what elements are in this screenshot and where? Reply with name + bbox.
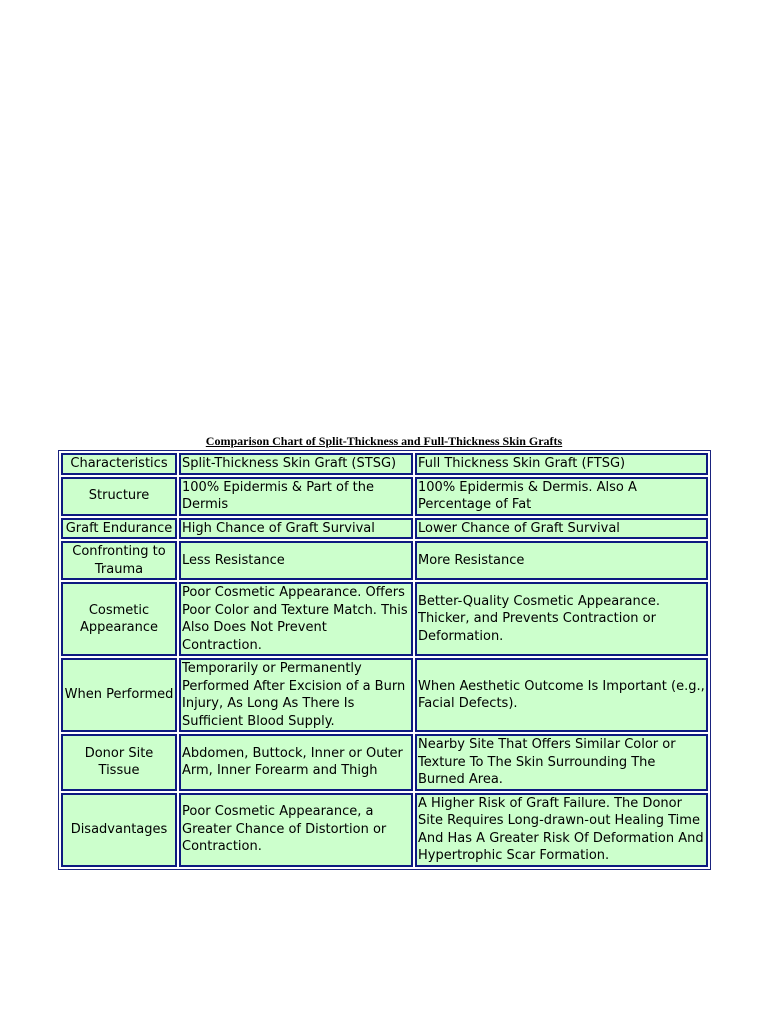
comparison-table-container [58,450,709,870]
stsg-cell: Poor Cosmetic Appearance. Offers Poor Color and Texture Match. This Also Does Not Prevent Contraction. [179,582,413,656]
row-label: Graft Endurance [61,518,177,540]
stsg-cell: 100% Epidermis & Part of the Dermis [179,477,413,516]
header-cell-characteristics: Characteristics [61,453,177,475]
table-row [61,518,708,540]
ftsg-cell: Nearby Site That Offers Similar Color or Texture To The Skin Surrounding The Burned Area. [415,734,708,791]
ftsg-cell: Lower Chance of Graft Survival [415,518,708,540]
row-label: Cosmetic Appearance [61,582,177,656]
header-cell-ftsg: Full Thickness Skin Graft (FTSG) [415,453,708,475]
ftsg-cell: When Aesthetic Outcome Is Important (e.g., Facial Defects). [415,658,708,732]
row-label: Donor Site Tissue [61,734,177,791]
table-row [61,793,708,867]
table-row [61,541,708,580]
stsg-cell: Temporarily or Permanently Performed After Excision of a Burn Injury, As Long As There Is Sufficient Blood Supply. [179,658,413,732]
row-label: Confronting to Trauma [61,541,177,580]
ftsg-cell: More Resistance [415,541,708,580]
table-row [61,734,708,791]
ftsg-cell: 100% Epidermis & Dermis. Also A Percentage of Fat [415,477,708,516]
stsg-cell: High Chance of Graft Survival [179,518,413,540]
ftsg-cell: A Higher Risk of Graft Failure. The Donor Site Requires Long-drawn-out Healing Time And Has A Greater Risk Of Deformation And Hypertrophic Scar Formation. [415,793,708,867]
comparison-table [58,450,711,870]
header-cell-stsg: Split-Thickness Skin Graft (STSG) [179,453,413,475]
table-header-row [61,453,708,475]
stsg-cell: Less Resistance [179,541,413,580]
stsg-cell: Abdomen, Buttock, Inner or Outer Arm, Inner Forearm and Thigh [179,734,413,791]
page-title: Comparison Chart of Split-Thickness and Full-Thickness Skin Grafts [205,434,563,448]
stsg-cell: Poor Cosmetic Appearance, a Greater Chance of Distortion or Contraction. [179,793,413,867]
table-row [61,658,708,732]
row-label: Structure [61,477,177,516]
table-row [61,582,708,656]
row-label: When Performed [61,658,177,732]
ftsg-cell: Better-Quality Cosmetic Appearance. Thicker, and Prevents Contraction or Deformation. [415,582,708,656]
row-label: Disadvantages [61,793,177,867]
table-row [61,477,708,516]
